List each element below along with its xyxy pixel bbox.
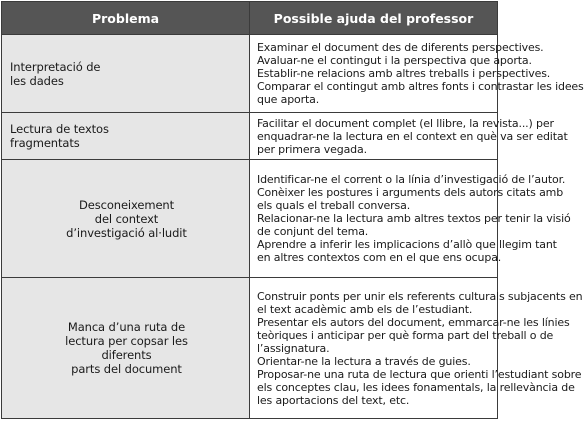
help-line: Presentar els autors del document, emmarcar-ne les línies [257,315,570,329]
problem-line: Interpretació de [10,59,101,74]
help-line: Relacionar-ne la lectura amb altres textos per tenir la visió [257,212,571,225]
problem-line: Lectura de textos [10,122,109,136]
problem-line: diferents [101,348,152,362]
problem-cell [2,160,250,278]
table-row [2,278,498,419]
help-line: Avaluar-ne el contingut i la perspectiva que aporta. [257,54,532,67]
help-line: els conceptes clau, les idees fonamentals, la rellevància de [257,380,575,394]
table-row [2,35,498,113]
help-line: Orientar-ne la lectura a través de guies. [257,354,471,368]
problem-line: d’investigació al·ludit [66,225,187,240]
problem-line: Manca d’una ruta de [67,320,186,334]
problem-line: parts del document [71,362,182,376]
table-header-row [2,2,498,35]
help-line: Examinar el document des de diferents perspectives. [257,41,544,54]
header-problem: Problema [2,2,250,35]
help-line: enquadrar-ne la lectura en el context en què va ser editat [257,129,568,143]
problem-cell [2,113,250,160]
help-line: Facilitar el document complet (el llibre, la revista...) per [257,116,554,130]
help-line: Comparar el contingut amb altres fonts i contrastar les idees [257,80,584,93]
help-cell [250,160,571,278]
help-cell [250,113,568,160]
problem-line: fragmentats [10,136,80,150]
help-line: teòriques i anticipar per què forma part del treball o de [257,328,554,342]
help-line: Proposar-ne una ruta de lectura que orienti l’estudiant sobre [257,367,582,381]
help-line: els quals el treball conversa. [257,199,411,212]
header-help: Possible ajuda del professor [250,2,498,35]
problem-line: del context [94,211,159,226]
problem-help-table [1,1,584,419]
help-line: l’assignatura. [257,341,330,355]
help-line: Identificar-ne el corrent o la línia d’investigació de l’autor. [257,173,566,186]
help-line: les aportacions del text, etc. [257,393,410,407]
help-cell [250,278,583,419]
problem-cell [2,278,250,419]
help-line: de conjunt del tema. [257,225,369,238]
help-line: en altres contextos com en el que ens ocupa. [257,251,502,264]
table-row [2,113,498,160]
help-line: per primera vegada. [257,142,367,156]
help-line: Establir-ne relacions amb altres treballs i perspectives. [257,67,551,80]
help-line: Conèixer les postures i arguments dels autors citats amb [257,186,564,199]
help-line: Aprendre a inferir les implicacions d’allò que llegim tant [257,238,557,251]
help-line: que aporta. [257,93,320,106]
help-line: el text acadèmic amb els de l’estudiant. [257,302,473,316]
problem-line: Desconeixement [78,197,175,212]
help-line: Construir ponts per unir els referents culturals subjacents en [257,289,583,303]
help-cell [250,35,584,113]
problem-line: lectura per copsar les [65,334,188,348]
problem-line: les dades [10,73,64,88]
problem-cell [2,35,250,113]
table-row [2,160,498,278]
